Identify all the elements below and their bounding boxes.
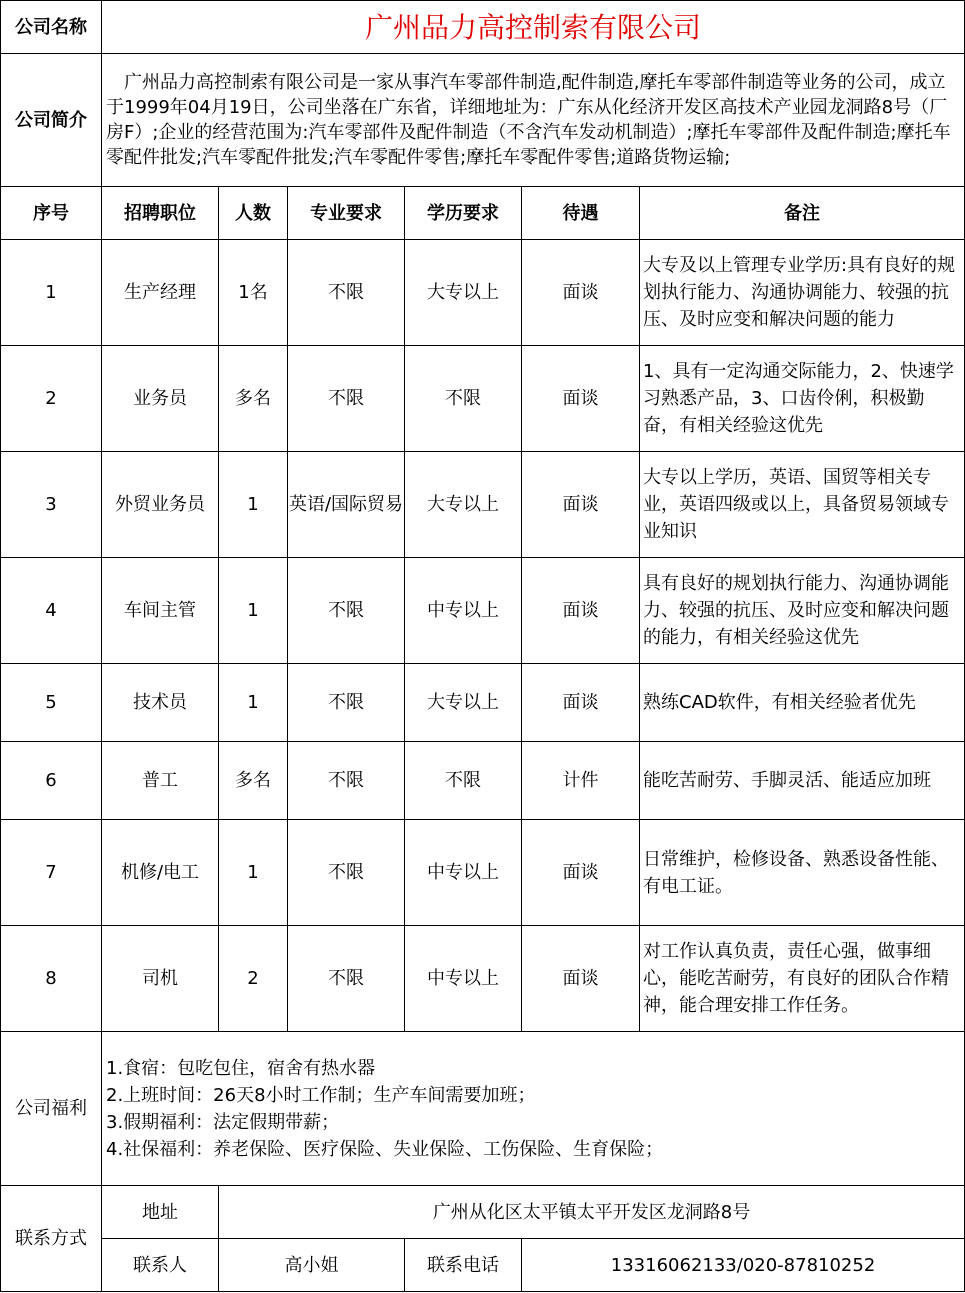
header-position: 招聘职位 xyxy=(102,187,219,240)
cell-major: 不限 xyxy=(288,820,405,926)
contact-person-row xyxy=(1,1239,965,1292)
table-row xyxy=(1,346,965,452)
welfare-item: 3.假期福利：法定假期带薪； xyxy=(106,1111,340,1133)
address-value: 广州从化区太平镇太平开发区龙洞路8号 xyxy=(219,1186,965,1239)
table-row xyxy=(1,742,965,820)
company-name-label: 公司名称 xyxy=(1,1,102,54)
cell-major: 不限 xyxy=(288,240,405,346)
cell-count: 1名 xyxy=(219,240,288,346)
cell-pay: 面谈 xyxy=(522,664,640,742)
cell-position: 普工 xyxy=(102,742,219,820)
cell-count: 1 xyxy=(219,452,288,558)
cell-no: 8 xyxy=(1,926,102,1032)
contact-phone-value: 13316062133/020-87810252 xyxy=(522,1239,965,1292)
cell-note: 日常维护，检修设备、熟悉设备性能、有电工证。 xyxy=(640,820,965,926)
cell-position: 司机 xyxy=(102,926,219,1032)
cell-pay: 计件 xyxy=(522,742,640,820)
cell-position: 技术员 xyxy=(102,664,219,742)
header-education: 学历要求 xyxy=(405,187,522,240)
cell-pay: 面谈 xyxy=(522,926,640,1032)
contact-person-value: 高小姐 xyxy=(219,1239,405,1292)
contact-address-row xyxy=(1,1186,965,1239)
cell-position: 车间主管 xyxy=(102,558,219,664)
table-row xyxy=(1,664,965,742)
company-name: 广州品力高控制索有限公司 xyxy=(102,1,965,54)
table-row xyxy=(1,452,965,558)
contact-person-label: 联系人 xyxy=(102,1239,219,1292)
company-name-row xyxy=(1,1,965,54)
cell-major: 不限 xyxy=(288,664,405,742)
cell-education: 大专以上 xyxy=(405,664,522,742)
cell-pay: 面谈 xyxy=(522,346,640,452)
cell-education: 中专以上 xyxy=(405,926,522,1032)
cell-education: 中专以上 xyxy=(405,820,522,926)
cell-no: 2 xyxy=(1,346,102,452)
cell-pay: 面谈 xyxy=(522,558,640,664)
cell-no: 5 xyxy=(1,664,102,742)
cell-pay: 面谈 xyxy=(522,452,640,558)
cell-education: 不限 xyxy=(405,346,522,452)
table-header-row xyxy=(1,187,965,240)
company-intro-label: 公司简介 xyxy=(1,54,102,187)
cell-no: 7 xyxy=(1,820,102,926)
cell-note: 具有良好的规划执行能力、沟通协调能力、较强的抗压、及时应变和解决问题的能力，有相关经验这优先 xyxy=(640,558,965,664)
header-pay: 待遇 xyxy=(522,187,640,240)
address-label: 地址 xyxy=(102,1186,219,1239)
cell-position: 机修/电工 xyxy=(102,820,219,926)
cell-note: 1、具有一定沟通交际能力，2、快速学习熟悉产品，3、口齿伶俐，积极勤奋，有相关经验这优先 xyxy=(640,346,965,452)
header-count: 人数 xyxy=(219,187,288,240)
table-row xyxy=(1,926,965,1032)
cell-count: 1 xyxy=(219,820,288,926)
header-no: 序号 xyxy=(1,187,102,240)
cell-education: 大专以上 xyxy=(405,452,522,558)
cell-major: 英语/国际贸易 xyxy=(288,452,405,558)
table-row xyxy=(1,558,965,664)
welfare-row xyxy=(1,1032,965,1186)
cell-no: 1 xyxy=(1,240,102,346)
cell-position: 外贸业务员 xyxy=(102,452,219,558)
table-row xyxy=(1,820,965,926)
header-major: 专业要求 xyxy=(288,187,405,240)
contact-phone-label: 联系电话 xyxy=(405,1239,522,1292)
cell-count: 1 xyxy=(219,664,288,742)
cell-major: 不限 xyxy=(288,346,405,452)
cell-major: 不限 xyxy=(288,926,405,1032)
cell-no: 3 xyxy=(1,452,102,558)
cell-count: 多名 xyxy=(219,346,288,452)
welfare-list xyxy=(102,1032,965,1186)
header-note: 备注 xyxy=(640,187,965,240)
cell-count: 2 xyxy=(219,926,288,1032)
company-intro-row xyxy=(1,54,965,187)
cell-note: 大专以上学历，英语、国贸等相关专业，英语四级或以上，具备贸易领域专业知识 xyxy=(640,452,965,558)
cell-education: 中专以上 xyxy=(405,558,522,664)
cell-education: 大专以上 xyxy=(405,240,522,346)
cell-note: 大专及以上管理专业学历:具有良好的规划执行能力、沟通协调能力、较强的抗压、及时应变和解决问题的能力 xyxy=(640,240,965,346)
company-intro: 广州品力高控制索有限公司是一家从事汽车零部件制造,配件制造,摩托车零部件制造等业务的公司，成立于1999年04月19日，公司坐落在广东省，详细地址为：广东从化经济开发区高技术产业园龙洞路8号（厂房F）;企业的经营范围为:汽车零部件及配件制造（不含汽车发动机制造）;摩托车零部件及配件制造;摩托车零配件批发;汽车零配件批发;汽车零配件零售;摩托车零配件零售;道路货物运输; xyxy=(102,54,965,187)
cell-count: 多名 xyxy=(219,742,288,820)
contact-label: 联系方式 xyxy=(1,1186,102,1292)
table-row xyxy=(1,240,965,346)
cell-no: 4 xyxy=(1,558,102,664)
cell-note: 对工作认真负责，责任心强，做事细心，能吃苦耐劳，有良好的团队合作精神，能合理安排工作任务。 xyxy=(640,926,965,1032)
welfare-item: 1.食宿：包吃包住，宿舍有热水器 xyxy=(106,1057,376,1079)
cell-major: 不限 xyxy=(288,558,405,664)
cell-education: 不限 xyxy=(405,742,522,820)
cell-note: 能吃苦耐劳、手脚灵活、能适应加班 xyxy=(640,742,965,820)
welfare-item: 4.社保福利：养老保险、医疗保险、失业保险、工伤保险、生育保险； xyxy=(106,1138,664,1160)
welfare-item: 2.上班时间：26天8小时工作制；生产车间需要加班； xyxy=(106,1084,536,1106)
welfare-label: 公司福利 xyxy=(1,1032,102,1186)
cell-major: 不限 xyxy=(288,742,405,820)
cell-position: 生产经理 xyxy=(102,240,219,346)
cell-no: 6 xyxy=(1,742,102,820)
cell-position: 业务员 xyxy=(102,346,219,452)
cell-pay: 面谈 xyxy=(522,240,640,346)
cell-count: 1 xyxy=(219,558,288,664)
cell-pay: 面谈 xyxy=(522,820,640,926)
cell-note: 熟练CAD软件，有相关经验者优先 xyxy=(640,664,965,742)
